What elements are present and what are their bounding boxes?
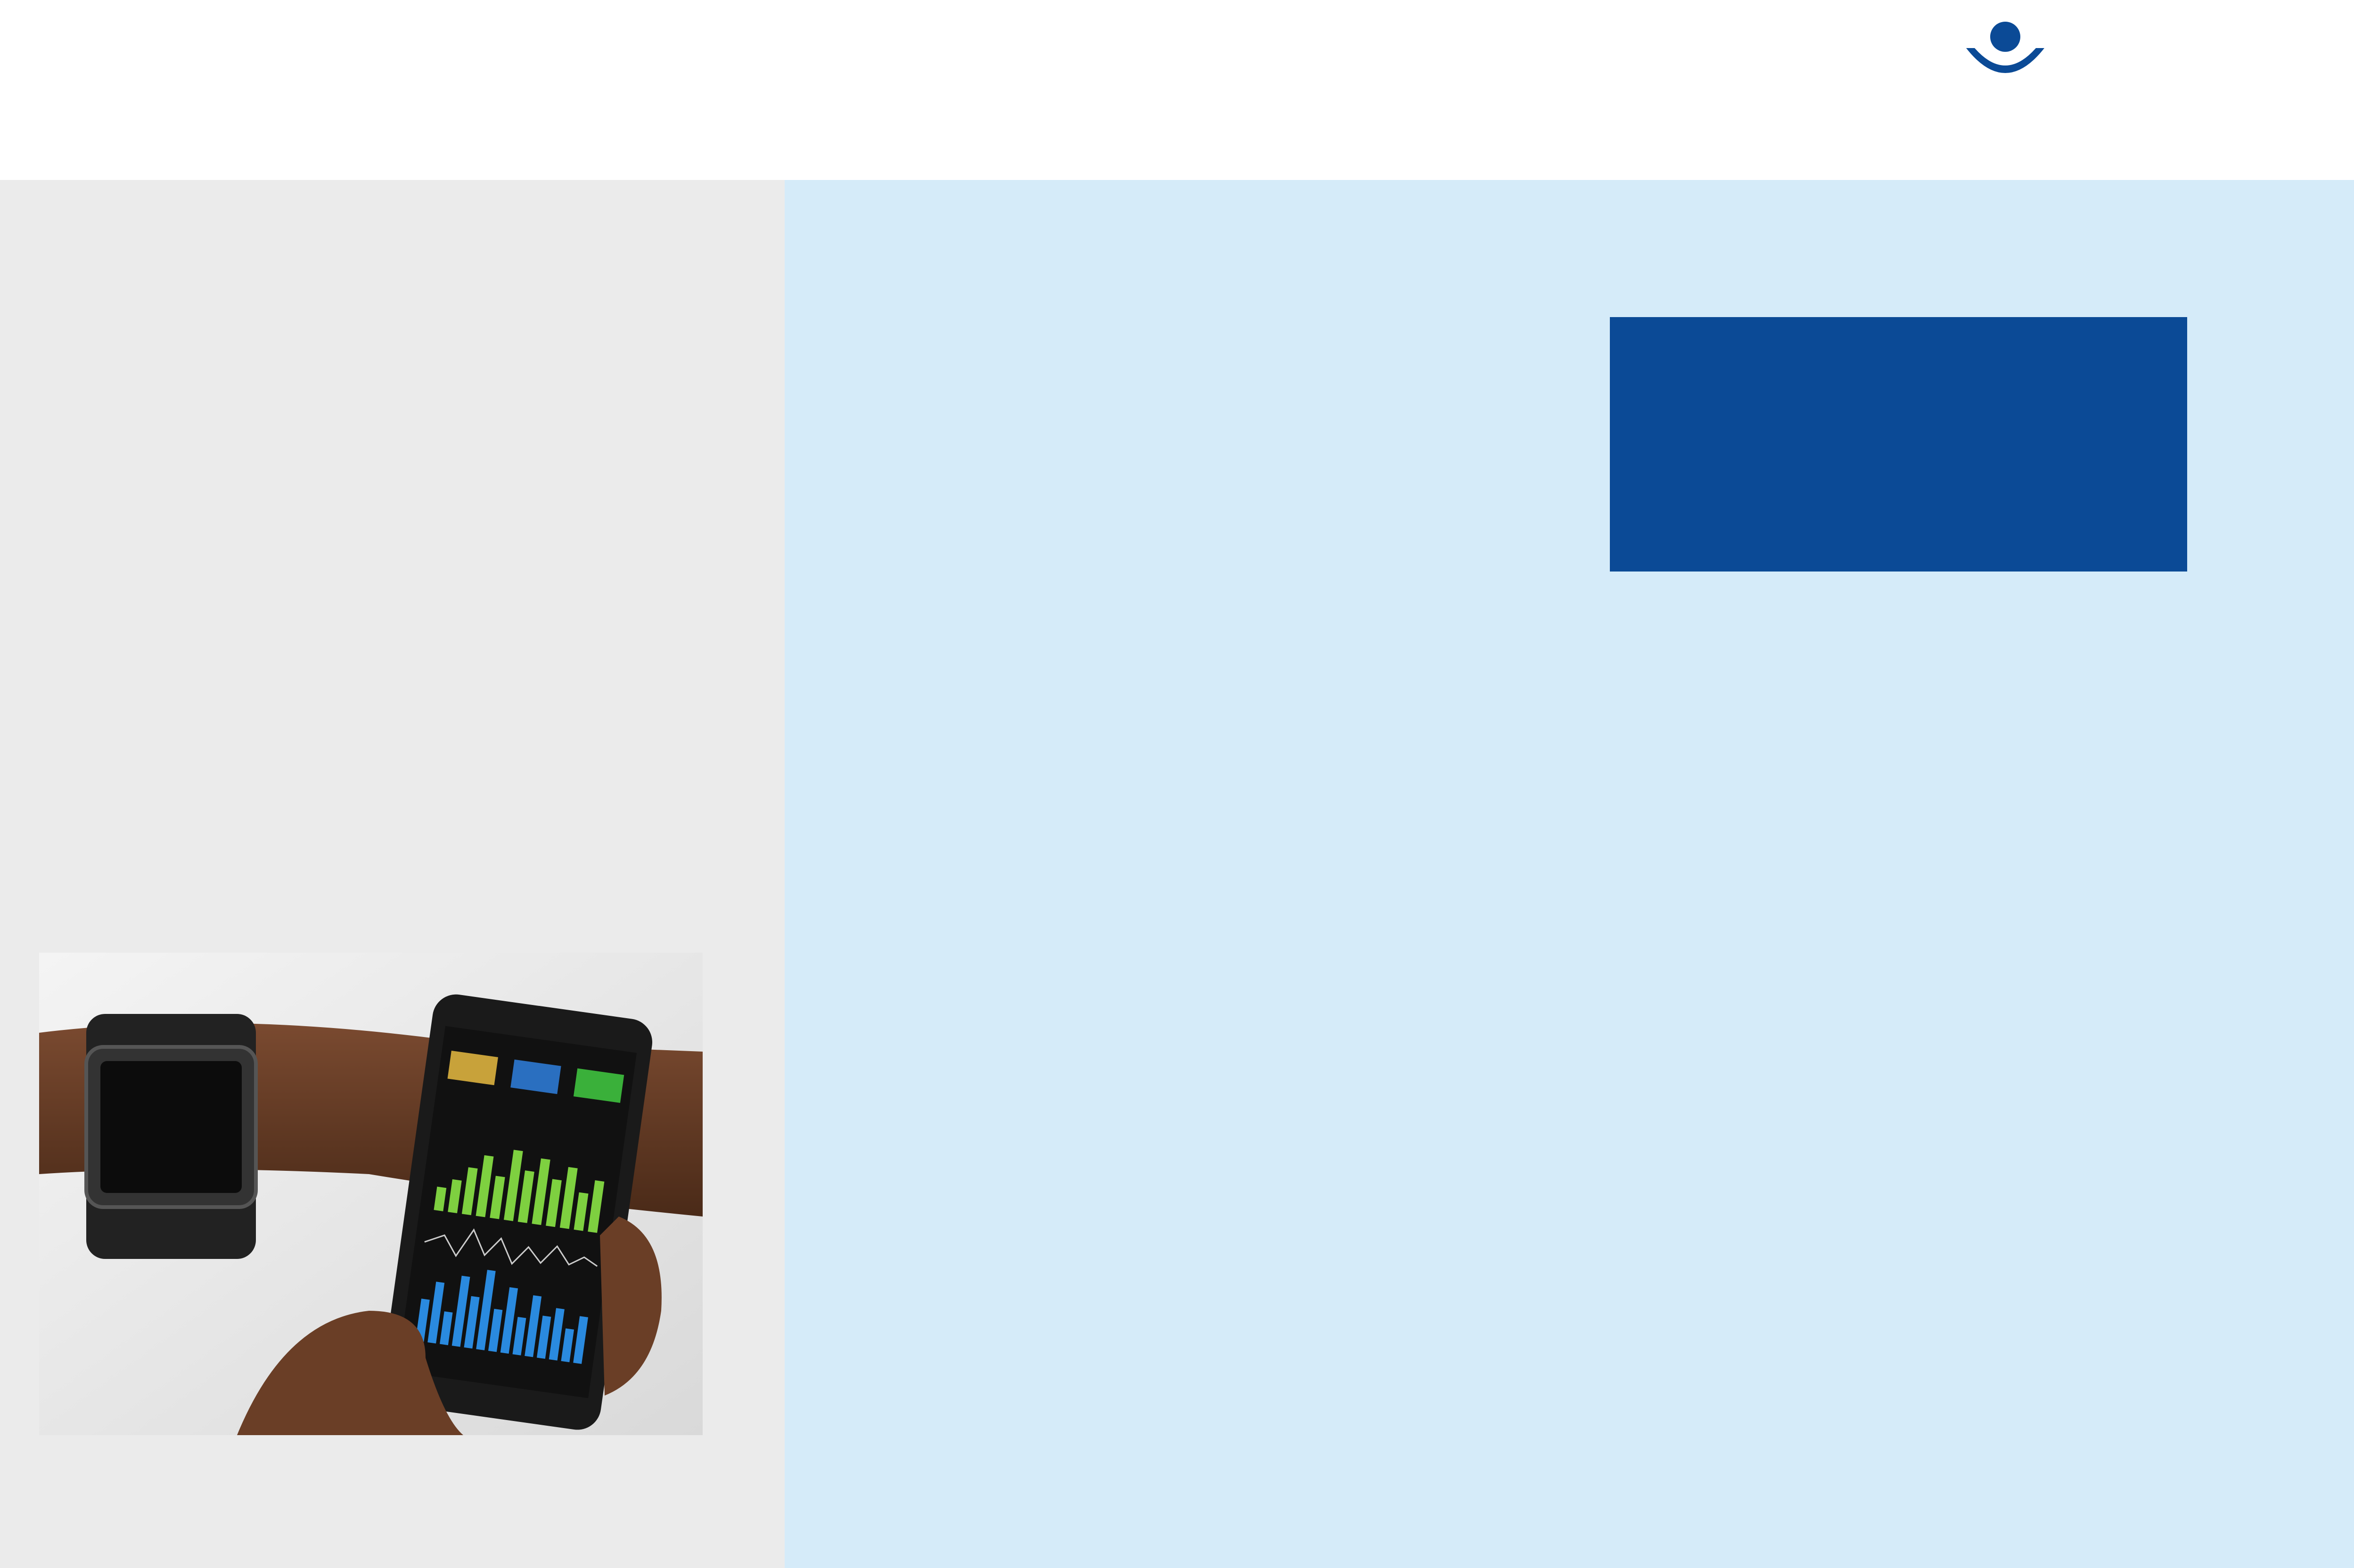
roc-chart [1602, 938, 2354, 1512]
header [0, 0, 2354, 180]
bg-kliniken-logo[interactable] [1960, 19, 2328, 94]
steps-chart [785, 980, 1586, 1512]
wearables-photo [39, 953, 703, 1435]
result-box [1610, 317, 2187, 572]
logo-mark-icon [1960, 19, 2050, 94]
photo-credit [706, 1037, 739, 1437]
wearables-illustration [39, 953, 703, 1435]
